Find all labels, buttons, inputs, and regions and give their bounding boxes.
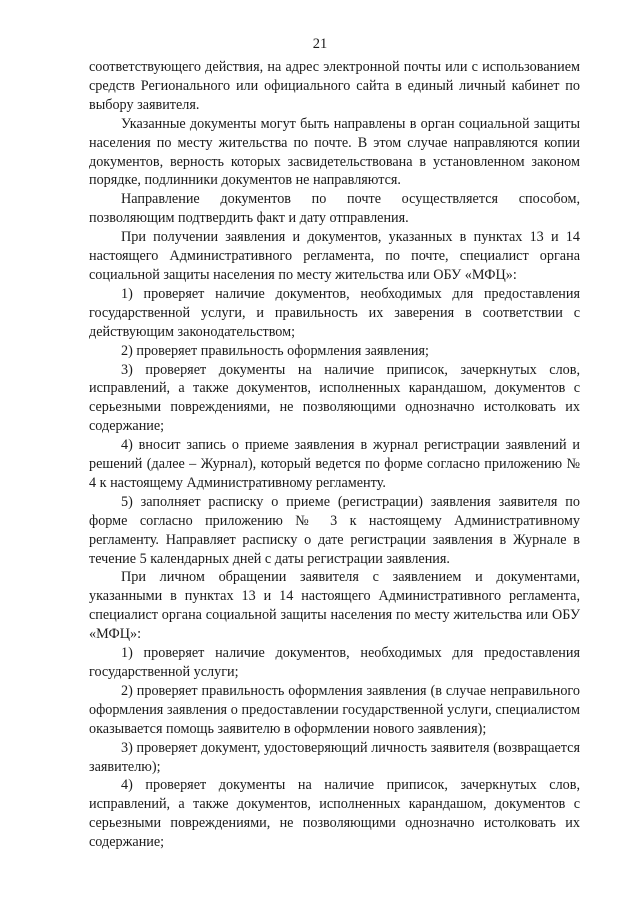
list-item: 1) проверяет наличие документов, необходимых для предоставления государственной услуги; — [89, 645, 580, 680]
document-body — [89, 58, 580, 852]
list-item: 3) проверяет документы на наличие приписок, зачеркнутых слов, исправлений, а также документов, исполненных карандашом, документов с серьезными повреждениями, не позволяющими однозначно истолковать их содержание; — [89, 361, 580, 435]
paragraph: Указанные документы могут быть направлены в орган социальной защиты населения по месту жительства по почте. В этом случае направляются копии документов, верность которых засвидетельствована в установленном законом порядке, подлинники документов не направляются. — [89, 115, 580, 189]
paragraph: Направление документов по почте осуществляется способом, позволяющим подтвердить факт и дату отправления. — [89, 191, 580, 227]
paragraph: соответствующего действия, на адрес электронной почты или с использованием средств Регионального или официального сайта в единый личный кабинет по выбору заявителя. — [89, 59, 580, 113]
paragraph: При личном обращении заявителя с заявлением и документами, указанными в пунктах 13 и 14 настоящего Административного регламента, специалист органа социальной защиты населения по месту жительства или ОБУ «МФЦ»: — [89, 569, 580, 643]
paragraph: При получении заявления и документов, указанных в пунктах 13 и 14 настоящего Административного регламента, по почте, специалист органа социальной защиты населения по месту жительства или ОБУ «МФЦ»: — [89, 229, 580, 283]
list-item: 2) проверяет правильность оформления заявления (в случае неправильного оформления заявления о предоставлении государственной услуги, специалистом оказывается помощь заявителю в оформлении нового заявления); — [89, 682, 580, 737]
list-item: 2) проверяет правильность оформления заявления; — [121, 342, 429, 359]
page-number: 21 — [312, 36, 328, 52]
list-item: 1) проверяет наличие документов, необходимых для предоставления государственной услуги, и правильность их заверения в соответствии с действующим законодательством; — [89, 285, 580, 340]
list-item: 5) заполняет расписку о приеме (регистрации) заявления заявителя по форме согласно приложению № 3 к настоящему Административному регламенту. Направляет расписку о дате регистрации заявления в Журнале в течение 5 календарных дней с даты регистрации заявления. — [89, 493, 580, 567]
list-item: 4) проверяет документы на наличие приписок, зачеркнутых слов, исправлений, а также документов, исполненных карандашом, документов с серьезными повреждениями, не позволяющими однозначно истолковать их содержание; — [89, 777, 580, 851]
list-item: 4) вносит запись о приеме заявления в журнал регистрации заявлений и решений (далее – Журнал), который ведется по форме согласно приложению № 4 к настоящему Административному регламенту. — [89, 437, 580, 491]
list-item: 3) проверяет документ, удостоверяющий личность заявителя (возвращается заявителю); — [89, 739, 580, 775]
